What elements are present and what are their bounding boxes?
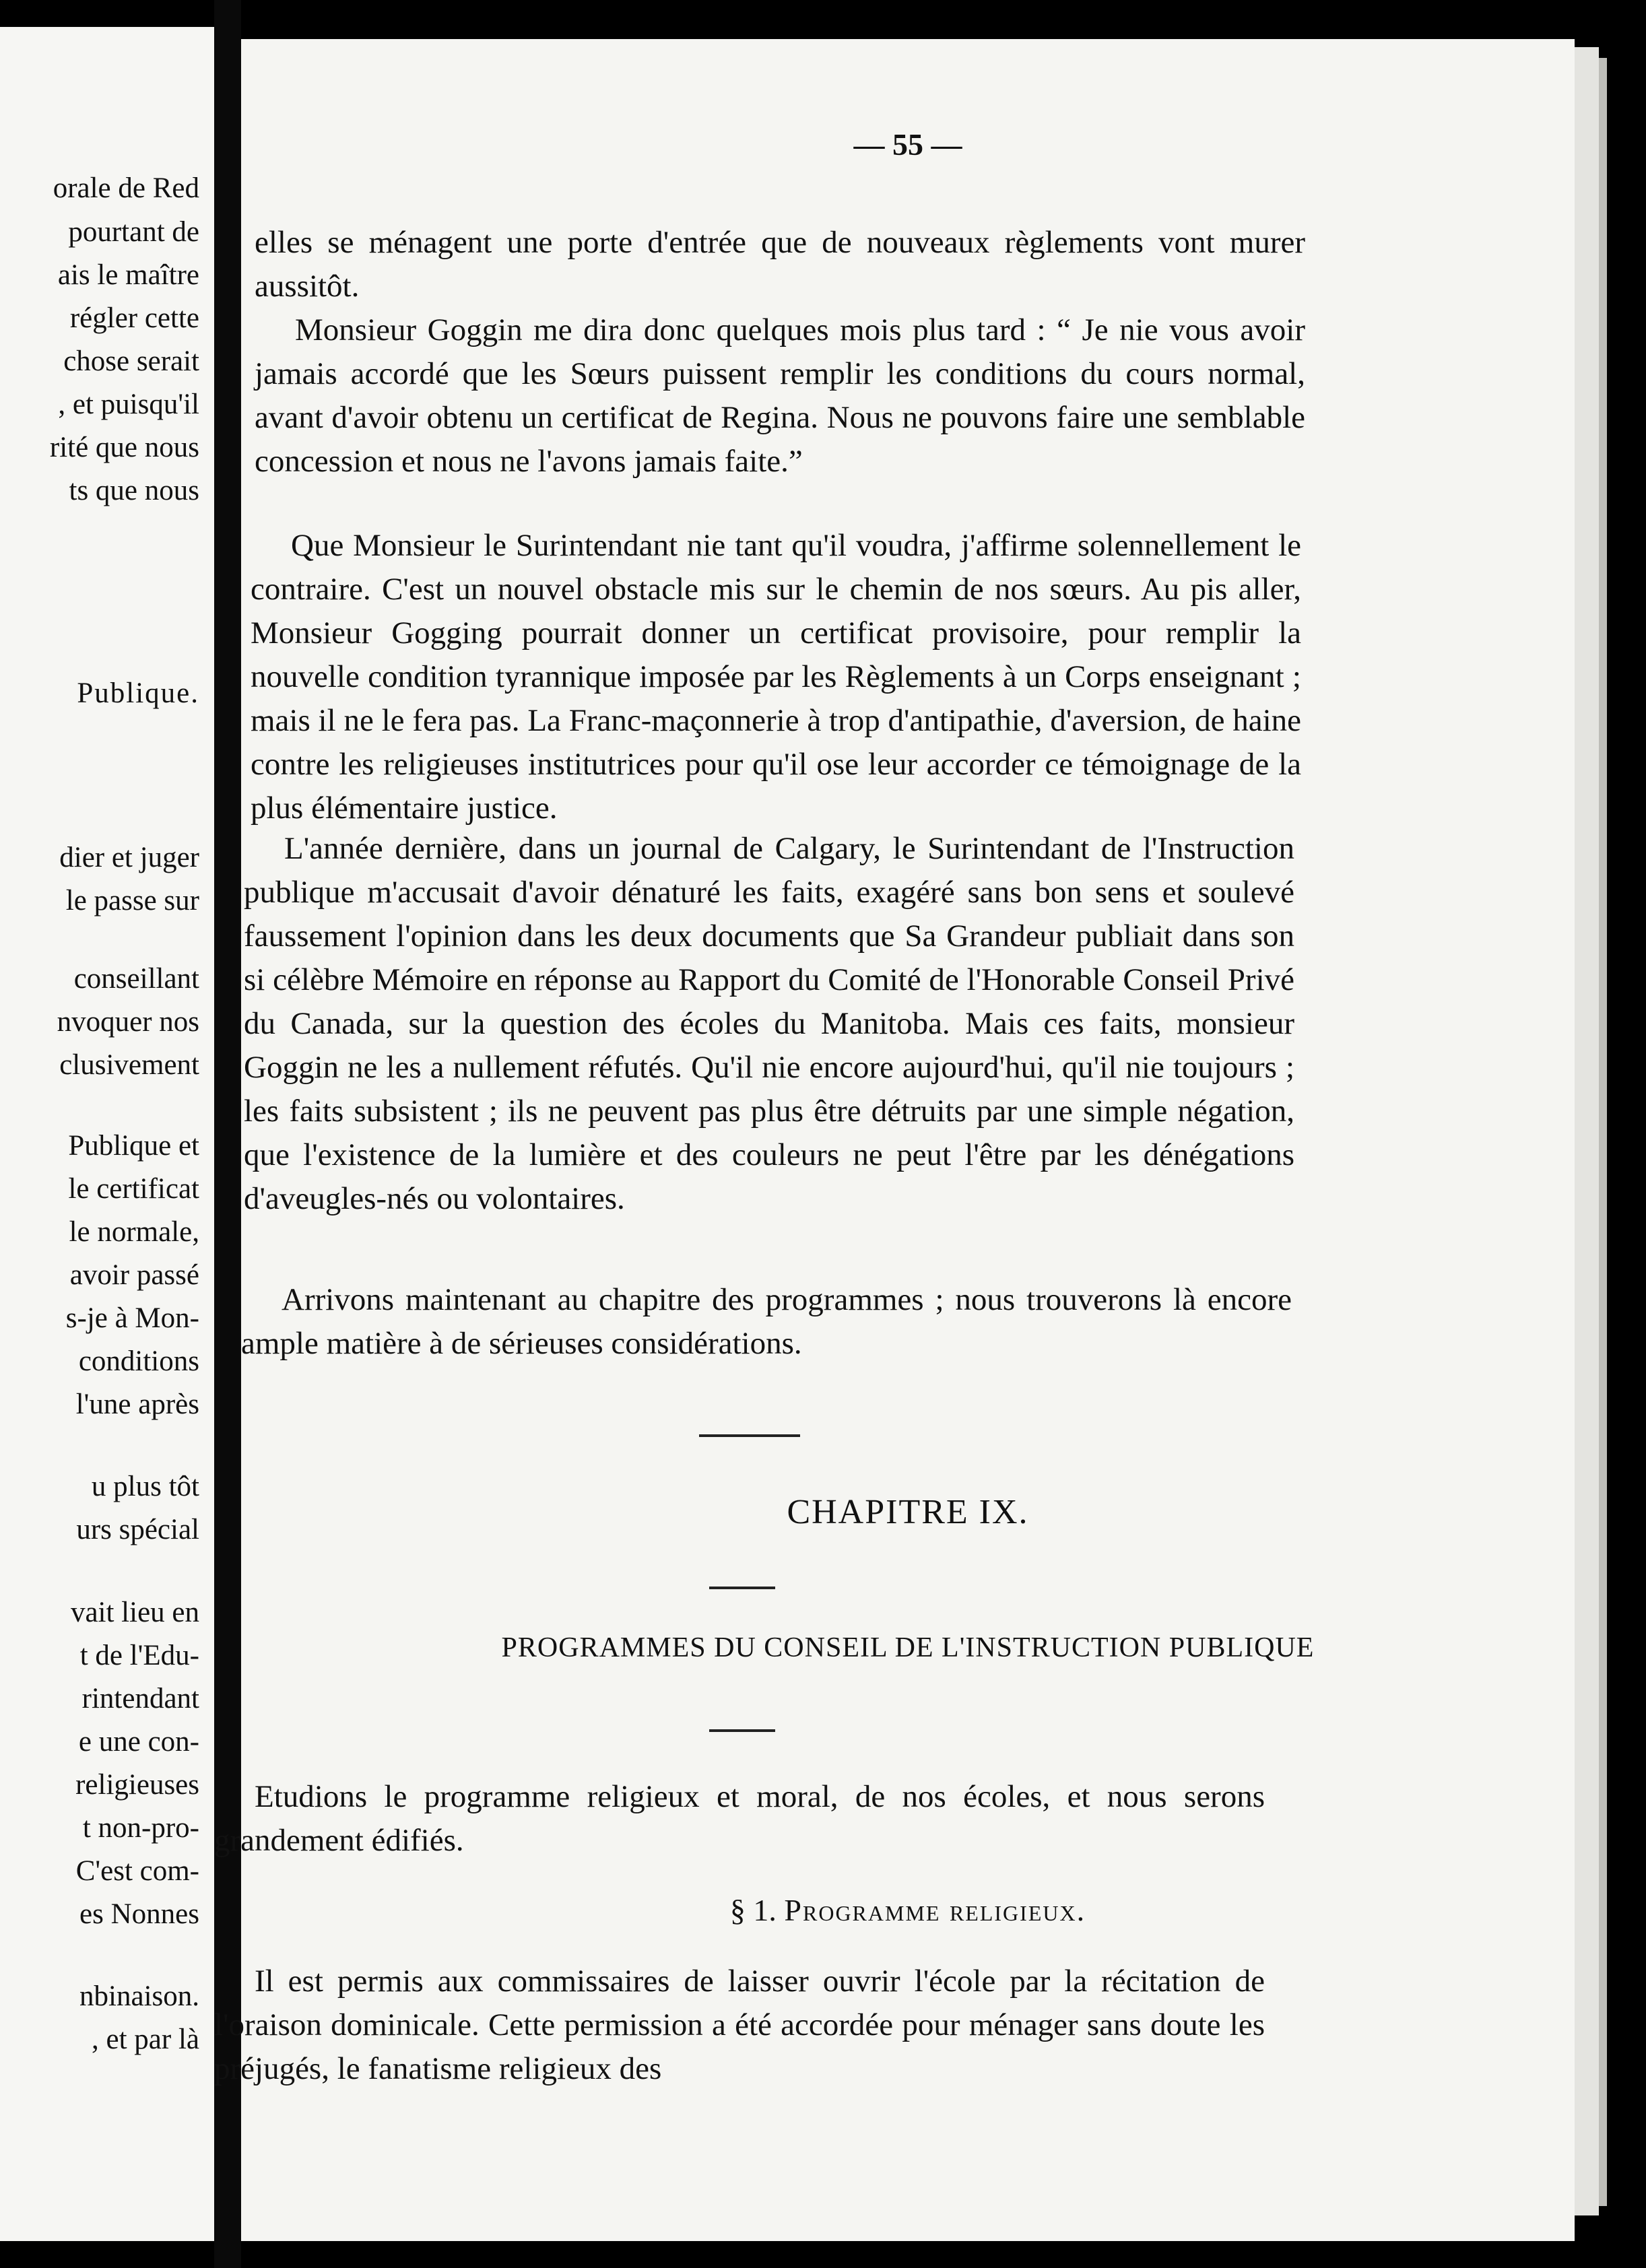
separator-rule [709, 1587, 775, 1589]
section-title: PROGRAMMES DU CONSEIL DE L'INSTRUCTION PUBLIQUE [501, 1632, 1315, 1663]
page-edge-shadow [1599, 58, 1607, 2206]
separator-rule [709, 1729, 775, 1732]
left-line: l'une après [75, 1389, 199, 1420]
paragraph: Etudions le programme religieux et moral, de nos écoles, et nous serons grandement édifiés. [214, 1779, 1265, 1858]
left-line: avoir passé [69, 1259, 199, 1291]
left-line: t non-pro- [82, 1812, 199, 1844]
paragraph-continuation: elles se ménagent une porte d'entrée que de nouveaux règlements vont murer aussitôt. [255, 225, 1305, 304]
left-line: le normale, [69, 1216, 199, 1248]
page-edge [1575, 47, 1599, 2215]
left-line: le passe sur [65, 885, 199, 916]
left-line: chose serait [63, 345, 199, 377]
separator-rule [699, 1434, 800, 1437]
left-line: religieuses [75, 1769, 199, 1801]
paragraph: L'année dernière, dans un journal de Calgary, le Surintendant de l'Instruction publique m'accusait d'avoir dénaturé les faits, exagéré sans bon sens et soulevé faussement l'opinion dans les deux documents que Sa Grandeur publiait dans son si célèbre Mémoire en réponse au Rapport du Comité de l'Honorable Conseil Privé du Canada, sur la question des écoles du Manitoba. Mais ces faits, monsieur Goggin ne les a nullement réfutés. Qu'il nie encore aujourd'hui, qu'il nie toujours ; les faits subsistent ; ils ne peuvent pas plus être détruits par une simple négation, que l'existence de la lumière et des couleurs ne peut l'être par les dénégations d'aveugles-nés ou volontaires. [244, 831, 1294, 1216]
left-line: rintendant [81, 1683, 199, 1714]
page-number: — 55 — [853, 127, 962, 162]
left-line: , et par là [92, 2024, 199, 2055]
left-line: vait lieu en [70, 1597, 199, 1628]
paragraph: Que Monsieur le Surintendant nie tant qu'il voudra, j'affirme solennellement le contraire. C'est un nouvel obstacle mis sur le chemin de nos sœurs. Au pis aller, Monsieur Gogging pourrait donner un certificat provisoire, pour remplir la nouvelle condition tyrannique imposée par les Règlements à un Corps enseignant ; mais il ne le fera pas. La Franc-maçonnerie à trop d'antipathie, d'aversion, de haine contre les religieuses institutrices pour qu'il ose leur accorder ce témoignage de la plus élémentaire justice. [251, 528, 1301, 826]
paragraph: Monsieur Goggin me dira donc quelques mois plus tard : “ Je nie vous avoir jamais accordé que les Sœurs puissent remplir les conditions du cours normal, avant d'avoir obtenu un certificat de Regina. Nous ne pouvons faire une semblable concession et nous ne l'avons jamais faite.” [255, 312, 1305, 479]
left-line: conseillant [73, 963, 199, 995]
left-line: urs spécial [76, 1514, 199, 1545]
left-line: le certificat [68, 1173, 199, 1205]
subsection-number: § 1. [729, 1893, 777, 1927]
paragraph-final: Il est permis aux commissaires de laisser ouvrir l'école par la récitation de l'oraison dominicale. Cette permission a été accordée pour ménager sans doute les préjugés, le fanatisme religieux des [214, 1964, 1265, 2086]
left-line: clusivement [59, 1049, 199, 1081]
left-line: es Nonnes [79, 1898, 199, 1930]
left-line: , et puisqu'il [58, 389, 199, 420]
left-heading-fragment: Publique. [77, 677, 199, 709]
chapter-heading: CHAPITRE IX. [787, 1493, 1029, 1531]
left-line: t de l'Edu- [79, 1640, 199, 1671]
left-line: rité que nous [49, 432, 199, 463]
subsection-title: Programme religieux. [784, 1893, 1086, 1927]
subsection-heading [241, 1892, 1575, 1928]
book-spine-gutter [214, 0, 241, 2268]
paragraph: Arrivons maintenant au chapitre des programmes ; nous trouverons là encore ample matière à de sérieuses considérations. [241, 1282, 1292, 1361]
left-line: pourtant de [68, 216, 199, 248]
left-facing-page [0, 27, 214, 2241]
left-line: e une con- [78, 1726, 199, 1758]
left-line: ais le maître [57, 259, 199, 291]
left-line: s-je à Mon- [65, 1302, 199, 1334]
left-line: orale de Red [53, 172, 199, 204]
left-line: C'est com- [75, 1855, 199, 1887]
left-line: nbinaison. [79, 1980, 199, 2012]
left-line: ts que nous [69, 475, 199, 506]
left-line: conditions [78, 1345, 199, 1377]
left-line: régler cette [69, 302, 199, 334]
left-line: dier et juger [59, 842, 199, 873]
main-page [214, 39, 1575, 2241]
left-line: u plus tôt [91, 1471, 199, 1502]
left-line: nvoquer nos [57, 1006, 199, 1038]
left-line: Publique et [68, 1130, 199, 1162]
